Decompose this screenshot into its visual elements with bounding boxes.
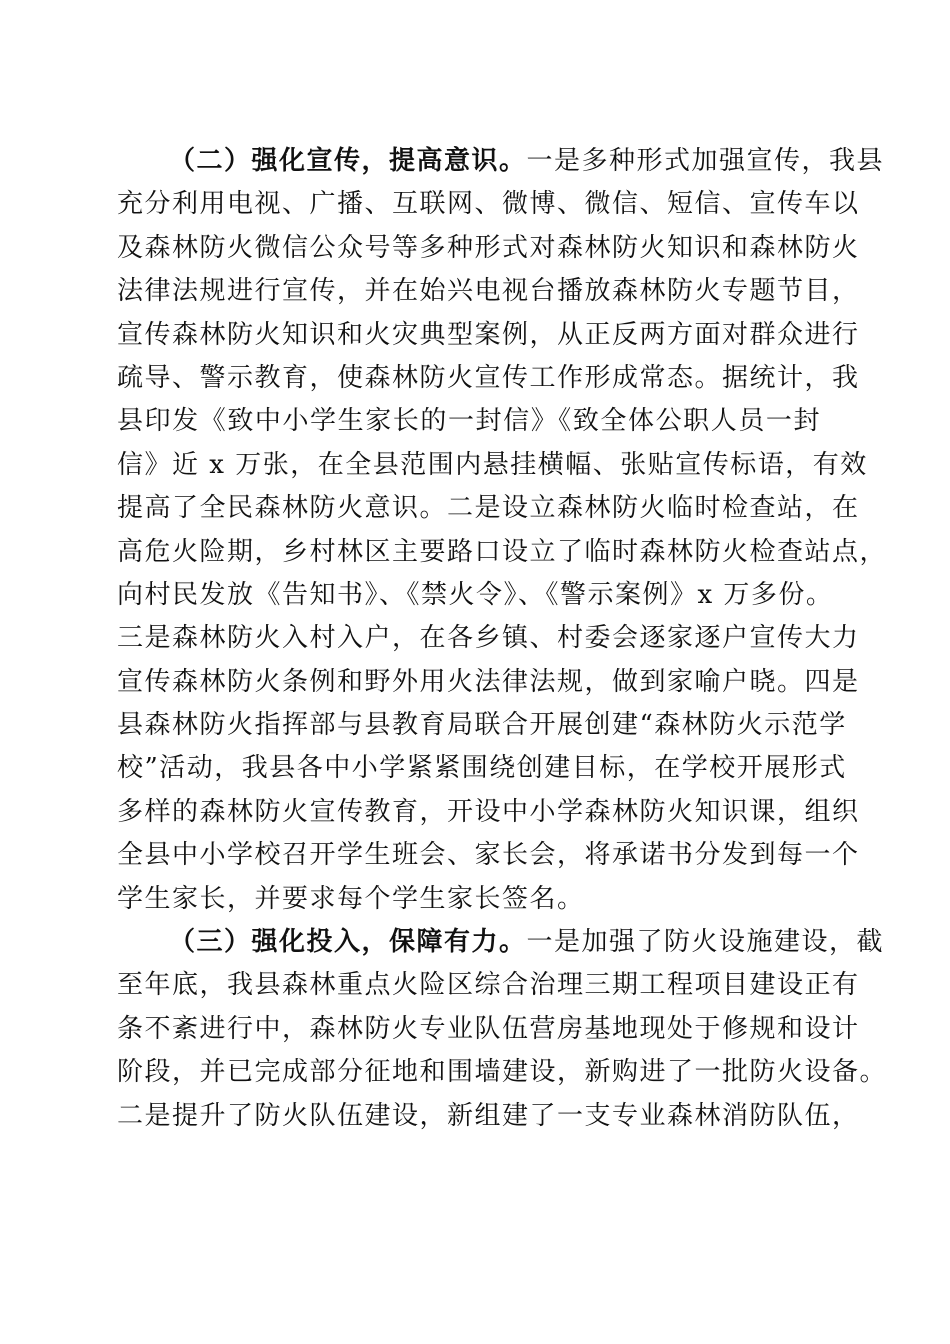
line-text: 一是多种形式加强宣传，我县 [526,146,885,176]
paragraph-line: 全县中小学校召开学生班会、家长会，将承诺书分发到每一个 [117,840,860,871]
paragraph-line: 宣传森林防火知识和火灾典型案例，从正反两方面对群众进行 [117,319,860,350]
paragraph-line: 县森林防火指挥部与县教育局联合开展创建“森林防火示范学 [117,710,847,741]
paragraph-line: 宣传森林防火条例和野外用火法律法规，做到家喻户晓。四是 [117,666,860,697]
paragraph-line: 县印发《致中小学生家长的一封信》《致全体公职人员一封 [117,406,821,437]
paragraph-line: 校”活动，我县各中小学紧紧围绕创建目标，在学校开展形式 [117,753,847,784]
paragraph-line: 多样的森林防火宣传教育，开设中小学森林防火知识课，组织 [117,796,860,827]
paragraph-heading: （二）强化宣传，提高意识。 [169,146,527,176]
paragraph-line: 提高了全民森林防火意识。二是设立森林防火临时检查站，在 [117,493,860,524]
paragraph-investment [117,921,888,1138]
paragraph-line: 三是森林防火入村入户，在各乡镇、村委会逐家逐户宣传大力 [117,623,860,654]
paragraph-line: 条不紊进行中，森林防火专业队伍营房基地现处于修规和设计 [117,1013,860,1044]
paragraph-line: 及森林防火微信公众号等多种形式对森林防火知识和森林防火 [117,232,860,263]
paragraph-heading: （三）强化投入，保障有力。 [169,927,527,958]
paragraph-line: 二是提升了防火队伍建设，新组建了一支专业森林消防队伍， [117,1100,860,1131]
paragraph-line: 学生家长，并要求每个学生家长签名。 [117,883,585,914]
paragraph-line [117,140,885,183]
document-body [117,140,888,1138]
paragraph-line: 疏导、警示教育，使森林防火宣传工作形成常态。据统计，我 [117,362,860,393]
line-text: 一是加强了防火设施建设，截 [526,927,885,958]
paragraph-line [117,921,885,964]
paragraph-line: 信》近 x 万张，在全县范围内悬挂横幅、张贴宣传标语，有效 [117,449,868,480]
paragraph-line: 高危火险期，乡村林区主要路口设立了临时森林防火检查站点， [117,536,888,567]
paragraph-line: 至年底，我县森林重点火险区综合治理三期工程项目建设正有 [117,970,860,1001]
paragraph-line: 阶段，并已完成部分征地和围墙建设，新购进了一批防火设备。 [117,1057,888,1088]
paragraph-line: 充分利用电视、广播、互联网、微博、微信、短信、宣传车以 [117,189,860,220]
paragraph-line: 法律法规进行宣传，并在始兴电视台播放森林防火专题节目， [117,276,860,307]
paragraph-publicity [117,140,888,921]
paragraph-line: 向村民发放《告知书》、《禁火令》、《警示案例》x 万多份。 [117,579,834,610]
